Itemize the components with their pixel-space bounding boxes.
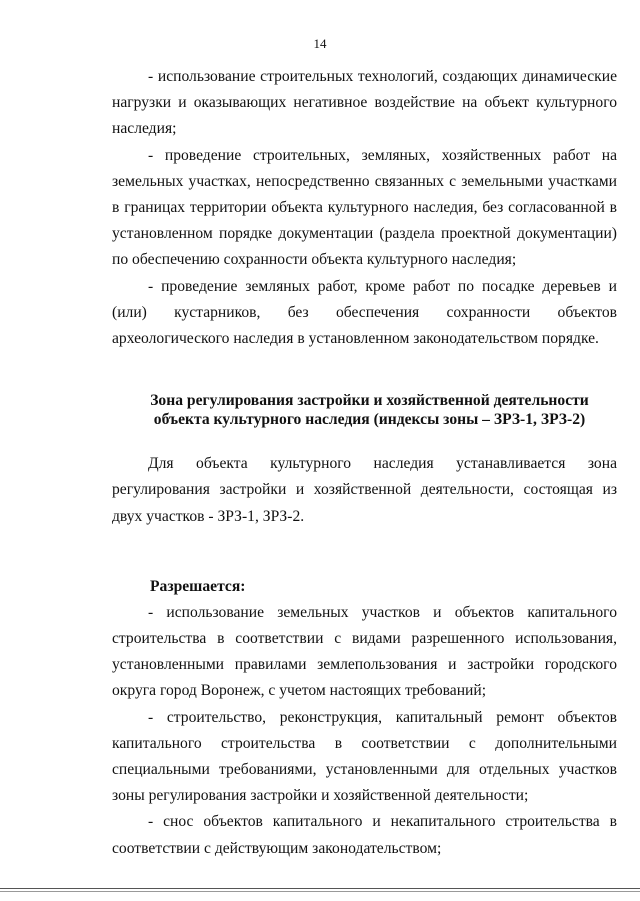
- restriction-paragraph: - использование строительных технологий, создающих динамические нагрузки и оказывающих негативное воздействие на объект культурного наследия;: [112, 68, 617, 138]
- section-heading-line: Зона регулирования застройки и хозяйственной деятельности: [150, 392, 589, 410]
- page-number: 14: [313, 36, 327, 51]
- allowed-item: - использование земельных участков и объектов капитального строительства в соответствии с видами разрешенного использования, установленными правилами землепользования и застройки городского округа город Воронеж, с учетом настоящих требований;: [112, 603, 617, 700]
- allowed-label: Разрешается:: [150, 577, 246, 595]
- spacer: [112, 352, 617, 391]
- section-heading: [112, 391, 617, 429]
- document-body: [112, 64, 617, 862]
- restriction-paragraph: - проведение строительных, земляных, хозяйственных работ на земельных участках, непосредственно связанных с земельными участками в границах территории объекта культурного наследия, без согласованной в установленном порядке документации (раздела проектной документации) по обеспечению сохранности объекта культурного наследия;: [112, 146, 617, 269]
- section-intro-paragraph: Для объекта культурного наследия устанавливается зона регулирования застройки и хозяйственной деятельности, состоящая из двух участков - ЗРЗ-1, ЗРЗ-2.: [112, 455, 617, 525]
- restriction-paragraph: - проведение земляных работ, кроме работ по посадке деревьев и (или) кустарников, без обеспечения сохранности объектов археологического наследия в установленном законодательством порядке.: [112, 277, 617, 348]
- allowed-item: - снос объектов капитального и некапитального строительства в соответствии с действующим законодательством;: [112, 813, 617, 857]
- scan-edge-line: [0, 891, 640, 892]
- scan-edge-line: [0, 888, 640, 889]
- spacer: [112, 530, 617, 574]
- section-heading-line: объекта культурного наследия (индексы зоны – ЗРЗ-1, ЗРЗ-2): [153, 411, 586, 429]
- allowed-item: - строительство, реконструкция, капитальный ремонт объектов капитального строительства в соответствии с дополнительными специальными требованиями, установленными для отдельных участков зоны регулирования застройки и хозяйственной деятельности;: [112, 708, 617, 805]
- spacer: [112, 429, 617, 451]
